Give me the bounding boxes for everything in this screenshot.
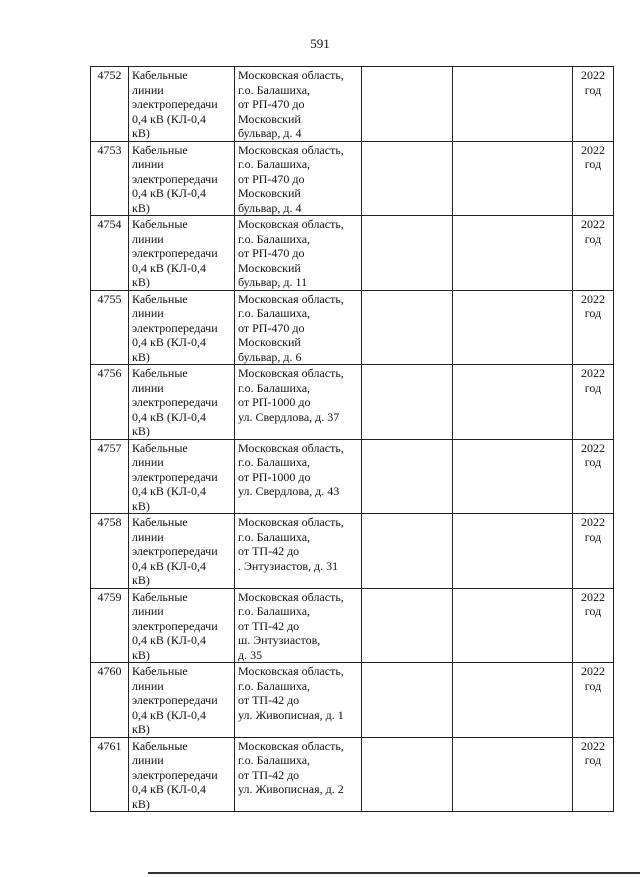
- object-name-line: линии: [132, 455, 164, 469]
- table-row: [91, 514, 614, 589]
- object-name-line: Кабельные: [132, 664, 188, 678]
- object-name-line: линии: [132, 380, 164, 395]
- year-cell: [573, 439, 614, 514]
- object-name-cell: [129, 514, 235, 589]
- table-row: [91, 67, 614, 142]
- address-line: ул. Живописная, д. 1: [238, 707, 344, 722]
- address-line: от ТП-42 до: [238, 618, 300, 633]
- year-line: год: [584, 306, 602, 320]
- address-cell: [235, 737, 362, 812]
- address-line: Московская область,: [238, 589, 344, 604]
- empty-cell: [362, 439, 453, 514]
- table-row: [91, 737, 614, 812]
- object-name-cell: [129, 67, 235, 142]
- address-cell: [235, 365, 362, 440]
- object-name-line: электропередачи: [132, 544, 218, 558]
- object-name-line: электропередачи: [132, 693, 218, 707]
- object-name-line: Кабельные: [132, 366, 188, 380]
- year-line: 2022: [581, 68, 605, 82]
- empty-cell: [362, 514, 453, 589]
- row-number: 4760: [91, 663, 129, 738]
- address-line: . Энтузиастов, д. 31: [238, 558, 339, 573]
- address-line: от РП-470 до: [238, 246, 305, 260]
- address-line: бульвар, д. 4: [238, 200, 302, 215]
- object-name-line: 0,4 кВ (КЛ-0,4: [132, 782, 206, 796]
- year-line: год: [584, 380, 602, 395]
- address-cell: [235, 67, 362, 142]
- object-name-line: 0,4 кВ (КЛ-0,4: [132, 409, 206, 424]
- address-line: г.о. Балашиха,: [238, 455, 311, 469]
- empty-cell: [362, 67, 453, 142]
- year-line: год: [584, 604, 602, 618]
- year-line: 2022: [581, 142, 605, 157]
- object-name-line: кВ): [132, 796, 150, 811]
- object-name-line: 0,4 кВ (КЛ-0,4: [132, 186, 206, 200]
- row-number: 4761: [91, 737, 129, 812]
- object-name-line: 0,4 кВ (КЛ-0,4: [132, 335, 206, 349]
- address-line: от РП-470 до: [238, 320, 305, 335]
- address-cell: [235, 216, 362, 291]
- object-name-line: кВ): [132, 424, 150, 438]
- year-line: год: [584, 231, 602, 246]
- object-name-cell: [129, 290, 235, 365]
- row-number: 4756: [91, 365, 129, 440]
- address-line: ул. Свердлова, д. 43: [238, 484, 340, 498]
- object-name-line: электропередачи: [132, 97, 218, 111]
- row-number: 4753: [91, 141, 129, 216]
- table-row: [91, 290, 614, 365]
- year-line: 2022: [581, 217, 605, 231]
- object-name-line: кВ): [132, 722, 150, 736]
- table-row: [91, 365, 614, 440]
- address-cell: [235, 141, 362, 216]
- address-line: Московская область,: [238, 291, 344, 306]
- year-line: 2022: [581, 515, 605, 529]
- row-number: 4758: [91, 514, 129, 589]
- empty-cell: [453, 67, 573, 142]
- object-name-line: кВ): [132, 126, 150, 140]
- address-cell: [235, 290, 362, 365]
- object-name-line: Кабельные: [132, 68, 188, 82]
- object-name-line: Кабельные: [132, 142, 188, 157]
- address-line: от ТП-42 до: [238, 544, 300, 558]
- page-number: 591: [310, 36, 330, 51]
- address-line: г.о. Балашиха,: [238, 753, 311, 767]
- address-line: Московский: [238, 111, 301, 126]
- row-number: 4759: [91, 588, 129, 663]
- row-number: 4755: [91, 290, 129, 365]
- year-cell: [573, 737, 614, 812]
- year-line: 2022: [581, 664, 605, 678]
- object-name-line: электропередачи: [132, 469, 218, 484]
- object-name-line: Кабельные: [132, 217, 188, 231]
- object-name-line: линии: [132, 306, 164, 320]
- year-line: год: [584, 455, 602, 469]
- table-row: [91, 439, 614, 514]
- year-line: год: [584, 678, 602, 693]
- object-name-line: электропередачи: [132, 320, 218, 335]
- object-name-line: линии: [132, 604, 164, 618]
- row-number: 4754: [91, 216, 129, 291]
- address-line: г.о. Балашиха,: [238, 529, 311, 544]
- object-name-line: линии: [132, 753, 164, 767]
- object-name-cell: [129, 663, 235, 738]
- empty-cell: [453, 141, 573, 216]
- object-name-line: Кабельные: [132, 738, 188, 753]
- object-name-cell: [129, 439, 235, 514]
- address-line: Московская область,: [238, 664, 344, 678]
- address-line: бульвар, д. 11: [238, 275, 308, 289]
- address-cell: [235, 514, 362, 589]
- empty-cell: [453, 514, 573, 589]
- object-name-line: линии: [132, 231, 164, 246]
- object-name-line: электропередачи: [132, 395, 218, 409]
- address-line: Московская область,: [238, 217, 344, 231]
- registry-table-body: [91, 67, 614, 812]
- year-cell: [573, 216, 614, 291]
- year-line: 2022: [581, 366, 605, 380]
- object-name-line: Кабельные: [132, 515, 188, 529]
- object-name-line: линии: [132, 678, 164, 693]
- object-name-line: линии: [132, 82, 164, 97]
- year-line: 2022: [581, 738, 605, 753]
- table-row: [91, 588, 614, 663]
- object-name-line: электропередачи: [132, 171, 218, 186]
- object-name-line: Кабельные: [132, 291, 188, 306]
- year-line: 2022: [581, 291, 605, 306]
- year-line: год: [584, 753, 602, 767]
- address-line: г.о. Балашиха,: [238, 604, 311, 618]
- empty-cell: [362, 216, 453, 291]
- object-name-line: 0,4 кВ (КЛ-0,4: [132, 707, 206, 722]
- object-name-line: Кабельные: [132, 440, 188, 455]
- address-line: г.о. Балашиха,: [238, 306, 311, 320]
- object-name-line: линии: [132, 157, 164, 171]
- address-line: от РП-470 до: [238, 97, 305, 111]
- address-line: Московская область,: [238, 68, 344, 82]
- object-name-line: кВ): [132, 349, 150, 364]
- table-row: [91, 663, 614, 738]
- address-line: Московская область,: [238, 142, 344, 157]
- address-line: от ТП-42 до: [238, 693, 300, 707]
- empty-cell: [453, 588, 573, 663]
- empty-cell: [453, 439, 573, 514]
- year-cell: [573, 290, 614, 365]
- object-name-line: 0,4 кВ (КЛ-0,4: [132, 484, 206, 498]
- address-line: ул. Свердлова, д. 37: [238, 409, 340, 424]
- address-line: от РП-1000 до: [238, 395, 311, 409]
- table-row: [91, 141, 614, 216]
- address-line: ш. Энтузиастов,: [238, 633, 321, 647]
- address-line: г.о. Балашиха,: [238, 231, 311, 246]
- object-name-line: Кабельные: [132, 589, 188, 604]
- address-line: г.о. Балашиха,: [238, 678, 311, 693]
- year-cell: [573, 514, 614, 589]
- empty-cell: [362, 290, 453, 365]
- address-line: г.о. Балашиха,: [238, 82, 311, 97]
- address-line: от ТП-42 до: [238, 767, 300, 782]
- registry-table: [90, 66, 614, 812]
- year-cell: [573, 365, 614, 440]
- year-line: год: [584, 529, 602, 544]
- empty-cell: [453, 737, 573, 812]
- address-line: от РП-1000 до: [238, 469, 311, 484]
- year-cell: [573, 67, 614, 142]
- address-line: Московский: [238, 260, 301, 275]
- address-line: ул. Живописная, д. 2: [238, 782, 344, 796]
- table-row: [91, 216, 614, 291]
- address-line: бульвар, д. 6: [238, 349, 302, 364]
- address-line: Московский: [238, 335, 301, 349]
- year-line: год: [584, 82, 602, 97]
- object-name-line: 0,4 кВ (КЛ-0,4: [132, 260, 206, 275]
- empty-cell: [362, 737, 453, 812]
- address-line: Московская область,: [238, 440, 344, 455]
- object-name-line: кВ): [132, 498, 150, 513]
- bottom-rule: [148, 872, 640, 874]
- empty-cell: [362, 588, 453, 663]
- object-name-line: кВ): [132, 573, 150, 587]
- object-name-line: кВ): [132, 200, 150, 215]
- year-cell: [573, 663, 614, 738]
- object-name-line: линии: [132, 529, 164, 544]
- year-cell: [573, 588, 614, 663]
- address-line: д. 35: [238, 647, 263, 662]
- object-name-cell: [129, 365, 235, 440]
- year-line: 2022: [581, 440, 605, 455]
- address-cell: [235, 588, 362, 663]
- object-name-cell: [129, 588, 235, 663]
- year-line: 2022: [581, 589, 605, 604]
- row-number: 4757: [91, 439, 129, 514]
- year-cell: [573, 141, 614, 216]
- object-name-line: электропередачи: [132, 618, 218, 633]
- object-name-line: 0,4 кВ (КЛ-0,4: [132, 111, 206, 126]
- object-name-cell: [129, 216, 235, 291]
- address-cell: [235, 663, 362, 738]
- object-name-line: кВ): [132, 647, 150, 662]
- address-line: Московский: [238, 186, 301, 200]
- address-line: Московская область,: [238, 515, 344, 529]
- empty-cell: [453, 365, 573, 440]
- object-name-line: 0,4 кВ (КЛ-0,4: [132, 633, 206, 647]
- object-name-cell: [129, 737, 235, 812]
- object-name-cell: [129, 141, 235, 216]
- address-line: Московская область,: [238, 738, 344, 753]
- empty-cell: [362, 141, 453, 216]
- empty-cell: [362, 365, 453, 440]
- address-line: бульвар, д. 4: [238, 126, 302, 140]
- address-line: г.о. Балашиха,: [238, 380, 311, 395]
- empty-cell: [362, 663, 453, 738]
- object-name-line: электропередачи: [132, 246, 218, 260]
- year-line: год: [584, 157, 602, 171]
- row-number: 4752: [91, 67, 129, 142]
- object-name-line: кВ): [132, 275, 150, 289]
- address-line: г.о. Балашиха,: [238, 157, 311, 171]
- address-line: от РП-470 до: [238, 171, 305, 186]
- address-cell: [235, 439, 362, 514]
- empty-cell: [453, 663, 573, 738]
- object-name-line: 0,4 кВ (КЛ-0,4: [132, 558, 206, 573]
- empty-cell: [453, 216, 573, 291]
- address-line: Московская область,: [238, 366, 344, 380]
- object-name-line: электропередачи: [132, 767, 218, 782]
- empty-cell: [453, 290, 573, 365]
